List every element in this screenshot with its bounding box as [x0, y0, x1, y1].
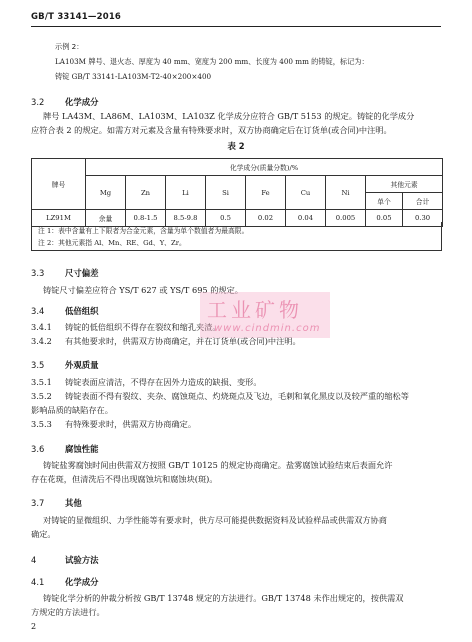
watermark-text: 工业矿物 — [207, 298, 303, 322]
section-number: 3.4 — [31, 306, 45, 316]
item-number: 3.5.1 — [31, 377, 52, 387]
item-number: 3.5.3 — [31, 419, 52, 429]
element-header: Ni — [326, 176, 366, 210]
section-3-4-heading — [31, 305, 99, 317]
section-title: 尺寸偏差 — [65, 268, 99, 278]
table-cell: 0.5 — [206, 210, 246, 227]
section-3-6-para-line-1: 铸锭盐雾腐蚀时间由供需双方按照 GB/T 10125 的规定协商确定。盐雾腐蚀试验结束后表面允许 — [43, 460, 393, 470]
table-caption: 表 2 — [227, 141, 245, 151]
section-3-2-para-line-2: 应符合表 2 的规定。如需方对元素及含量有特殊要求时，双方协商确定后在订货单(或合同)中注明。 — [31, 125, 392, 135]
table-cell: 0.04 — [286, 210, 326, 227]
item-text: 铸锭表面不得有裂纹、夹杂、腐蚀斑点、灼烧斑点及飞边，毛刺和氧化黑皮以及较严重的缩松等 — [65, 391, 409, 401]
element-header: Mg — [86, 176, 126, 210]
table-cell: 余量 — [86, 210, 126, 227]
example-heading: 示例 2： — [55, 42, 84, 51]
section-3-7-heading — [31, 497, 82, 509]
section-4-heading — [31, 554, 99, 566]
table-note-1: 注 1：表中含量有上下限者为合金元素，含量为单个数值者为最高限。 — [38, 227, 249, 235]
section-3-6-para-line-2: 存在花斑，但清洗后不得出现腐蚀坑和腐蚀块(斑)。 — [31, 474, 218, 484]
item-text: 有其他要求时，供需双方协商确定，并在订货单(或合同)中注明。 — [65, 336, 301, 346]
header-rule — [31, 26, 441, 27]
section-title: 化学成分 — [65, 577, 99, 587]
other-elements-header: 其他元素 — [366, 176, 443, 193]
chemical-composition-table — [31, 158, 443, 227]
section-number: 3.5 — [31, 360, 45, 370]
section-title: 低倍组织 — [65, 306, 99, 316]
item-text: 铸锭的低倍组织不得存在裂纹和缩孔夹渣。 — [65, 322, 221, 332]
other-total-header: 合计 — [403, 193, 443, 210]
item-text: 铸锭表面应清洁，不得存在因外力造成的缺损、变形。 — [65, 377, 262, 387]
section-4-1-heading — [31, 576, 99, 588]
table-cell: 0.30 — [403, 210, 443, 227]
item-number: 3.5.2 — [31, 391, 52, 401]
element-header: Zn — [126, 176, 166, 210]
section-number: 3.3 — [31, 268, 45, 278]
section-4-1-para-line-2: 方规定的方法进行。 — [31, 607, 105, 617]
section-4-1-para-line-1: 铸锭化学分析的仲裁分析按 GB/T 13748 规定的方法进行。GB/T 13748 未作出规定的，按供需双 — [43, 593, 404, 603]
watermark-url: www.cindmin.com — [214, 323, 321, 334]
section-3-2-para-line-1: 牌号 LA43M、LA86M、LA103M、LA103Z 化学成分应符合 GB/T 5153 的规定。铸锭的化学成分 — [43, 111, 415, 121]
section-3-2-heading — [31, 96, 99, 108]
section-3-3-para: 铸锭尺寸偏差应符合 YS/T 627 或 YS/T 695 的规定。 — [43, 285, 243, 295]
section-number: 4 — [31, 555, 37, 565]
section-number: 3.2 — [31, 97, 45, 107]
element-header: Cu — [286, 176, 326, 210]
table-cell: 0.02 — [246, 210, 286, 227]
element-header: Si — [206, 176, 246, 210]
table-cell: 0.05 — [366, 210, 403, 227]
table-note-2: 注 2：其他元素指 Al、Mn、RE、Gd、Y、Zr。 — [38, 239, 186, 247]
section-title: 试验方法 — [65, 555, 99, 565]
example-line-1: LA103M 牌号、退火态、厚度为 40 mm、宽度为 200 mm、长度为 400 mm 的铸锭，标记为： — [55, 57, 369, 66]
item-3-5-3 — [31, 419, 196, 430]
element-header: Li — [166, 176, 206, 210]
item-3-4-1 — [31, 322, 221, 333]
table-notes — [31, 222, 442, 251]
section-3-6-heading — [31, 443, 99, 455]
table-cell: 0.005 — [326, 210, 366, 227]
item-3-5-1 — [31, 377, 262, 388]
example-line-2: 铸锭 GB/T 33141-LA103M-T2-40×200×400 — [55, 72, 212, 81]
table-cell-grade: LZ91M — [32, 210, 86, 227]
element-header: Fe — [246, 176, 286, 210]
section-title: 腐蚀性能 — [65, 444, 99, 454]
grade-header: 牌号 — [32, 159, 86, 210]
section-3-7-para-line-2: 确定。 — [31, 529, 56, 539]
table-cell: 0.8-1.5 — [126, 210, 166, 227]
other-single-header: 单个 — [366, 193, 403, 210]
table-cell: 8.5-9.8 — [166, 210, 206, 227]
section-number: 3.6 — [31, 444, 45, 454]
section-number: 3.7 — [31, 498, 45, 508]
item-number: 3.4.2 — [31, 336, 52, 346]
section-title: 化学成分 — [65, 97, 99, 107]
section-3-3-heading — [31, 267, 99, 279]
section-title: 其他 — [65, 498, 82, 508]
item-3-5-2 — [31, 391, 409, 402]
item-number: 3.4.1 — [31, 322, 52, 332]
section-title: 外观质量 — [65, 360, 99, 370]
standard-code: GB/T 33141—2016 — [31, 12, 122, 22]
item-text: 有特殊要求时，供需双方协商确定。 — [65, 419, 197, 429]
composition-group-header: 化学成分(质量分数)/% — [86, 159, 443, 176]
item-3-5-2-cont: 影响品质的缺陷存在。 — [31, 405, 113, 415]
section-number: 4.1 — [31, 577, 45, 587]
section-3-5-heading — [31, 359, 99, 371]
page-number: 2 — [31, 622, 37, 631]
section-3-7-para-line-1: 对铸锭的显微组织、力学性能等有要求时，供方尽可能提供数据资料及试验样品或供需双方协商 — [43, 515, 387, 525]
